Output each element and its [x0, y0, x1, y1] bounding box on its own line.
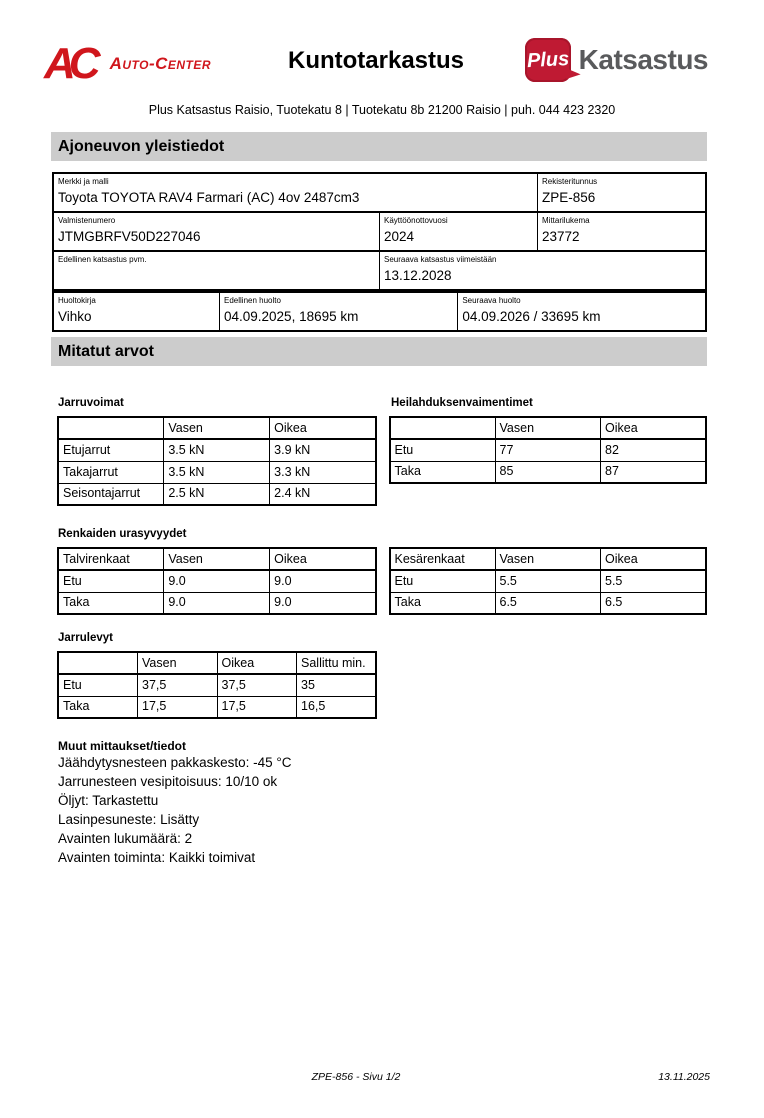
- field-value: Vihko: [58, 309, 92, 324]
- value-cell: 6.5: [495, 592, 601, 614]
- brake-forces-title: Jarruvoimat: [58, 397, 124, 409]
- brake-fluid-line: Jarrunesteen vesipitoisuus: 10/10 ok: [58, 774, 278, 789]
- row-label: Etujarrut: [58, 439, 164, 461]
- table-header-row: [390, 548, 707, 570]
- station-address: Plus Katsastus Raisio, Tuotekatu 8 | Tuotekatu 8b 21200 Raisio | puh. 044 423 2320: [148, 103, 616, 117]
- table-row: [58, 570, 376, 592]
- table-row: [58, 696, 376, 718]
- field-label: Valmistenumero: [58, 216, 116, 225]
- table-row: [390, 439, 707, 461]
- value-cell: 3.5 kN: [164, 461, 270, 483]
- table-header-row: [390, 417, 707, 439]
- value-cell: 9.0: [270, 570, 376, 592]
- header-cell: Vasen: [164, 548, 270, 570]
- field-value: 04.09.2026 / 33695 km: [462, 309, 601, 324]
- field-value: [54, 265, 379, 284]
- field-value: 04.09.2025, 18695 km: [224, 309, 359, 324]
- field-value: ZPE-856: [542, 190, 596, 205]
- brake-discs-table: [57, 651, 377, 719]
- cell-mittarilukema: [538, 212, 706, 251]
- katsastus-logo-text: Katsastus: [578, 44, 708, 75]
- value-cell: 17,5: [217, 696, 297, 718]
- table-header-row: [58, 548, 376, 570]
- table-row: [390, 592, 707, 614]
- tyres-row: [57, 547, 707, 615]
- cell-edellinen-huolto: [220, 292, 458, 331]
- field-label: Edellinen huolto: [224, 296, 281, 305]
- value-cell: 2.5 kN: [164, 483, 270, 505]
- value-cell: 17,5: [138, 696, 218, 718]
- field-value: Toyota TOYOTA RAV4 Farmari (AC) 4ov 2487cm3: [58, 190, 360, 205]
- header-cell: Oikea: [270, 548, 376, 570]
- page-title: Kuntotarkastus: [287, 47, 465, 74]
- value-cell: 2.4 kN: [270, 483, 376, 505]
- header-cell: [58, 652, 138, 674]
- vehicle-info-table: [52, 172, 707, 291]
- header-cell: Kesärenkaat: [390, 548, 496, 570]
- brakes-row: [57, 416, 707, 506]
- measured-labels-row: [57, 397, 707, 409]
- row-label: Taka: [58, 592, 164, 614]
- field-value: 2024: [384, 229, 415, 244]
- value-cell: 87: [601, 461, 707, 483]
- cell-rekisteritunnus: [538, 173, 706, 212]
- cell-seuraava-huolto: [458, 292, 706, 331]
- row-label: Taka: [390, 592, 496, 614]
- auto-center-logo-text: Auto-Center: [109, 54, 212, 73]
- value-cell: 9.0: [270, 592, 376, 614]
- row-label: Takajarrut: [58, 461, 164, 483]
- table-row: [58, 674, 376, 696]
- table-row: [58, 483, 376, 505]
- row-label: Taka: [390, 461, 496, 483]
- section-header-measured: Mitatut arvot: [51, 337, 707, 366]
- table-header-row: [58, 417, 376, 439]
- table-row: [390, 461, 707, 483]
- field-label: Huoltokirja: [58, 296, 96, 305]
- value-cell: 37,5: [217, 674, 297, 696]
- header-cell: Oikea: [270, 417, 376, 439]
- service-info-table: [52, 291, 707, 332]
- brake-forces-table: [57, 416, 377, 506]
- row-label: Taka: [58, 696, 138, 718]
- key-count-line: Avainten lukumäärä: 2: [58, 831, 193, 846]
- plus-badge-text: Plus: [525, 47, 570, 72]
- field-value: 13.12.2028: [384, 268, 452, 283]
- cell-merkki-ja-malli: [53, 173, 538, 212]
- cell-huoltokirja: [53, 292, 220, 331]
- header-cell: [58, 417, 164, 439]
- plus-katsastus-logo: [525, 38, 708, 82]
- table-row: [390, 570, 707, 592]
- footer-page-number: ZPE-856 - Sivu 1/2: [311, 1071, 401, 1083]
- field-value: JTMGBRFV50D227046: [58, 229, 201, 244]
- field-label: Rekisteritunnus: [542, 177, 598, 186]
- row-label: Seisontajarrut: [58, 483, 164, 505]
- value-cell: 3.5 kN: [164, 439, 270, 461]
- coolant-frost-line: Jäähdytysnesteen pakkaskesto: -45 °C: [58, 755, 292, 770]
- header-cell: Oikea: [601, 548, 707, 570]
- footer-date: 13.11.2025: [658, 1071, 710, 1083]
- shock-absorbers-title: Heilahduksenvaimentimet: [391, 397, 533, 409]
- section-header-general: Ajoneuvon yleistiedot: [51, 132, 707, 161]
- other-measurements: [58, 739, 707, 867]
- header-cell: Vasen: [138, 652, 218, 674]
- row-label: Etu: [58, 674, 138, 696]
- table-header-row: [58, 652, 376, 674]
- row-label: Etu: [58, 570, 164, 592]
- header-cell: Oikea: [601, 417, 707, 439]
- header-cell: [390, 417, 496, 439]
- row-label: Etu: [390, 570, 496, 592]
- plus-badge-icon: [525, 38, 571, 82]
- key-function-line: Avainten toiminta: Kaikki toimivat: [58, 850, 256, 865]
- value-cell: 37,5: [138, 674, 218, 696]
- header-cell: Vasen: [495, 417, 601, 439]
- header-cell: Sallittu min.: [297, 652, 377, 674]
- summer-tyres-table: [389, 547, 708, 615]
- brake-discs-row: [57, 651, 707, 719]
- value-cell: 5.5: [495, 570, 601, 592]
- vehicle-info: [52, 172, 707, 332]
- header-cell: Talvirenkaat: [58, 548, 164, 570]
- value-cell: 35: [297, 674, 377, 696]
- measured-values: [57, 397, 707, 719]
- value-cell: 6.5: [601, 592, 707, 614]
- value-cell: 3.3 kN: [270, 461, 376, 483]
- cell-seuraava-katsastus: [380, 251, 707, 290]
- value-cell: 9.0: [164, 592, 270, 614]
- tyre-depths-title: Renkaiden urasyvyydet: [58, 528, 187, 540]
- header-cell: Oikea: [217, 652, 297, 674]
- header-cell: Vasen: [164, 417, 270, 439]
- table-row: [58, 439, 376, 461]
- cell-edellinen-katsastus: [53, 251, 380, 290]
- header-cell: Vasen: [495, 548, 601, 570]
- cell-valmistenumero: [53, 212, 380, 251]
- table-row: [58, 592, 376, 614]
- value-cell: 82: [601, 439, 707, 461]
- field-value: 23772: [542, 229, 580, 244]
- report-header: [44, 38, 708, 94]
- value-cell: 9.0: [164, 570, 270, 592]
- field-label: Merkki ja malli: [58, 177, 109, 186]
- value-cell: 3.9 kN: [270, 439, 376, 461]
- table-row: [58, 461, 376, 483]
- value-cell: 85: [495, 461, 601, 483]
- field-label: Edellinen katsastus pvm.: [58, 255, 147, 264]
- washer-fluid-line: Lasinpesuneste: Lisätty: [58, 812, 200, 827]
- speech-bubble-tail-icon: [562, 62, 580, 79]
- shock-absorbers-table: [389, 416, 708, 484]
- other-measurements-title: Muut mittaukset/tiedot: [58, 739, 186, 753]
- value-cell: 16,5: [297, 696, 377, 718]
- winter-tyres-table: [57, 547, 377, 615]
- brake-discs-title: Jarrulevyt: [58, 632, 113, 644]
- value-cell: 77: [495, 439, 601, 461]
- row-label: Etu: [390, 439, 496, 461]
- oils-line: Öljyt: Tarkastettu: [58, 793, 159, 808]
- cell-kayttoonottovuosi: [380, 212, 538, 251]
- field-label: Seuraava huolto: [462, 296, 521, 305]
- field-label: Seuraava katsastus viimeistään: [384, 255, 497, 264]
- field-label: Käyttöönottovuosi: [384, 216, 448, 225]
- ac-logo-icon: AC: [44, 39, 94, 88]
- field-label: Mittarilukema: [542, 216, 590, 225]
- value-cell: 5.5: [601, 570, 707, 592]
